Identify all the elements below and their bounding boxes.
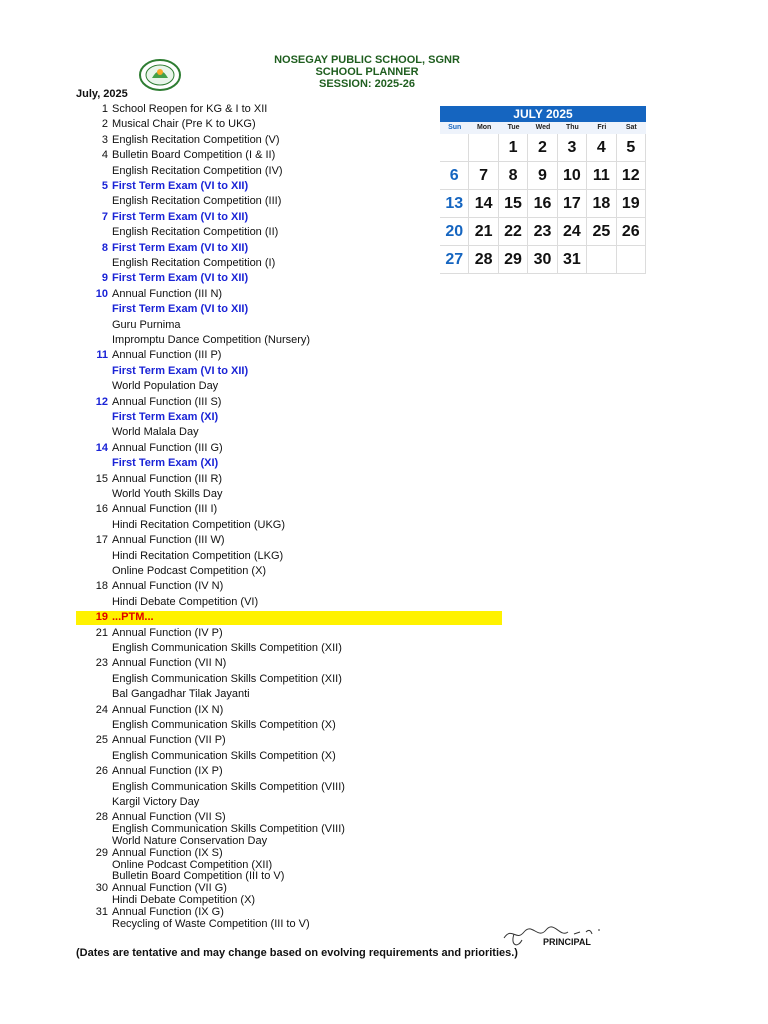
- calendar-day: [469, 134, 498, 162]
- event-text: English Communication Skills Competition (XII): [112, 672, 342, 685]
- event-text: Hindi Recitation Competition (UKG): [112, 518, 286, 531]
- event-text: Annual Function (IX G): [112, 905, 224, 918]
- month-title: July, 2025: [76, 88, 128, 100]
- event-day: 11: [96, 349, 108, 362]
- event-row: [0, 149, 500, 162]
- event-day: 31: [95, 905, 108, 918]
- calendar-day: 12: [617, 162, 646, 190]
- event-text: English Recitation Competition (IV): [112, 164, 283, 177]
- event-text: Annual Function (VII G): [112, 882, 227, 895]
- event-row: [0, 257, 500, 270]
- weekday-label: Mon: [476, 124, 492, 131]
- calendar-day: 11: [587, 162, 616, 190]
- event-text: ...PTM...: [112, 611, 154, 624]
- calendar-day: 30: [528, 246, 557, 274]
- calendar-day: 22: [499, 218, 528, 246]
- event-text: English Recitation Competition (III): [112, 195, 282, 208]
- calendar-day: 27: [440, 246, 469, 274]
- event-row: [0, 488, 500, 501]
- event-row: [0, 627, 500, 640]
- calendar-day: 10: [558, 162, 587, 190]
- event-row: [0, 349, 500, 362]
- event-text: Bulletin Board Competition (III to V): [112, 870, 285, 883]
- event-day: 1: [101, 103, 108, 115]
- calendar-day: 29: [499, 246, 528, 274]
- weekday-label: Fri: [597, 124, 607, 131]
- event-row: [0, 503, 500, 516]
- calendar-day: 9: [528, 162, 557, 190]
- event-text: Online Podcast Competition (XII): [112, 858, 273, 871]
- event-row: [0, 226, 500, 239]
- event-row: [0, 719, 500, 732]
- event-row: [0, 180, 500, 193]
- event-row: [0, 534, 500, 547]
- event-text: World Malala Day: [112, 426, 199, 439]
- event-text: First Term Exam (XI): [112, 411, 219, 423]
- calendar-day: 1: [499, 134, 528, 162]
- event-row: [0, 457, 500, 470]
- school-name: NOSEGAY PUBLIC SCHOOL, SGNR: [274, 54, 460, 66]
- calendar-grid: [440, 134, 646, 274]
- event-text: First Term Exam (VI to XII): [112, 241, 249, 254]
- event-day: 15: [95, 472, 108, 485]
- event-row: [0, 704, 500, 717]
- event-row: [0, 781, 500, 794]
- event-text: English Communication Skills Competition (X): [112, 749, 336, 762]
- calendar-day: 15: [499, 190, 528, 218]
- weekday-label: Thu: [566, 124, 579, 131]
- calendar-title: JULY 2025: [440, 106, 646, 122]
- calendar-day: 5: [617, 134, 646, 162]
- event-text: First Term Exam (VI to XII): [112, 303, 249, 316]
- event-row: [0, 380, 500, 393]
- event-day: 23: [95, 657, 108, 670]
- event-text: Hindi Debate Competition (X): [112, 894, 256, 906]
- event-row: [0, 596, 500, 609]
- event-text: English Recitation Competition (II): [112, 226, 279, 239]
- event-text: World Nature Conservation Day: [112, 835, 268, 847]
- calendar-weekdays: [440, 122, 646, 134]
- event-row: [0, 242, 500, 255]
- event-row: [76, 611, 502, 625]
- calendar-day: 3: [558, 134, 587, 162]
- school-logo: [138, 58, 182, 92]
- event-text: Guru Purnima: [112, 318, 181, 331]
- event-text: First Term Exam (XI): [112, 457, 219, 470]
- event-day: 19: [95, 611, 108, 624]
- calendar-day: 20: [440, 218, 469, 246]
- event-text: Hindi Debate Competition (VI): [112, 595, 259, 608]
- event-day: 2: [101, 118, 108, 131]
- event-text: First Term Exam (VI to XII): [112, 210, 249, 223]
- event-row: [0, 165, 500, 178]
- event-text: Annual Function (III R): [112, 472, 223, 485]
- event-text: Kargil Victory Day: [112, 796, 200, 808]
- event-row: [0, 426, 500, 439]
- calendar-day: 28: [469, 246, 498, 274]
- event-row: [0, 642, 500, 655]
- calendar-day: 17: [558, 190, 587, 218]
- event-row: [0, 673, 500, 686]
- principal-label: PRINCIPAL: [543, 937, 591, 947]
- event-row: [0, 519, 500, 532]
- event-row: [0, 765, 500, 778]
- event-row: [0, 796, 500, 809]
- event-text: English Recitation Competition (I): [112, 257, 276, 269]
- event-row: [0, 580, 500, 593]
- weekday-label: Sat: [625, 124, 637, 131]
- event-row: [0, 195, 500, 208]
- event-text: Musical Chair (Pre K to UKG): [112, 118, 256, 131]
- event-row: [0, 365, 500, 378]
- event-row: [0, 334, 500, 347]
- calendar-day: 18: [587, 190, 616, 218]
- event-text: World Population Day: [112, 380, 219, 393]
- event-day: 12: [95, 395, 108, 408]
- event-text: World Youth Skills Day: [112, 488, 223, 500]
- event-day: 29: [95, 846, 108, 859]
- event-row: [0, 396, 500, 409]
- event-text: Recycling of Waste Competition (III to V): [112, 917, 310, 930]
- calendar-day: [440, 134, 469, 162]
- event-day: 3: [101, 133, 108, 146]
- event-day: 10: [95, 287, 108, 300]
- event-text: Annual Function (VII S): [112, 811, 226, 824]
- event-text: Annual Function (IX P): [112, 765, 223, 778]
- event-row: [0, 272, 500, 285]
- event-text: Annual Function (III P): [112, 349, 222, 362]
- event-day: 28: [95, 811, 108, 824]
- event-text: English Communication Skills Competition (X): [112, 719, 336, 731]
- event-row: [0, 442, 500, 455]
- event-text: English Communication Skills Competition (VIII): [112, 823, 345, 836]
- event-day: 21: [95, 626, 108, 639]
- event-text: Annual Function (III W): [112, 534, 225, 547]
- calendar-day: 7: [469, 162, 498, 190]
- event-text: Annual Function (IX S): [112, 846, 223, 859]
- event-day: 26: [95, 765, 108, 778]
- calendar-day: 13: [440, 190, 469, 218]
- event-day: 4: [101, 149, 108, 162]
- month-calendar: [440, 106, 646, 274]
- event-text: English Communication Skills Competition (XII): [112, 642, 342, 654]
- event-text: Annual Function (III I): [112, 503, 218, 516]
- event-day: 24: [95, 703, 108, 716]
- event-text: Annual Function (III G): [112, 441, 223, 454]
- event-row: [0, 734, 500, 747]
- calendar-day: 4: [587, 134, 616, 162]
- event-row: [0, 288, 500, 301]
- event-row: [0, 657, 500, 670]
- event-text: Annual Function (VII N): [112, 657, 227, 670]
- event-text: Bal Gangadhar Tilak Jayanti: [112, 688, 250, 701]
- event-row: [0, 750, 500, 763]
- calendar-day: [587, 246, 616, 274]
- event-day: 8: [101, 241, 108, 254]
- event-row: [0, 118, 500, 131]
- calendar-day: 14: [469, 190, 498, 218]
- event-text: First Term Exam (VI to XII): [112, 180, 249, 192]
- event-row: [0, 473, 500, 486]
- event-row: [0, 319, 500, 332]
- event-row: [0, 565, 500, 578]
- event-text: Annual Function (IX N): [112, 703, 224, 716]
- session-label: SESSION: 2025-26: [319, 78, 415, 90]
- calendar-day: 6: [440, 162, 469, 190]
- event-text: Annual Function (III N): [112, 287, 223, 300]
- event-text: English Communication Skills Competition (VIII): [112, 780, 345, 793]
- event-text: Annual Function (III S): [112, 395, 222, 408]
- event-text: English Recitation Competition (V): [112, 133, 280, 146]
- event-row: [0, 103, 500, 116]
- event-row: [0, 550, 500, 563]
- event-day: 16: [95, 503, 108, 516]
- event-day: 14: [95, 441, 108, 454]
- event-day: 17: [95, 534, 108, 547]
- event-row: [0, 134, 500, 147]
- event-row: [0, 303, 500, 316]
- event-day: 9: [101, 272, 108, 285]
- calendar-day: 23: [528, 218, 557, 246]
- event-row: [0, 211, 500, 224]
- event-text: Hindi Recitation Competition (LKG): [112, 549, 284, 562]
- event-row: [0, 918, 500, 931]
- event-text: School Reopen for KG & I to XII: [112, 103, 268, 115]
- calendar-day: 8: [499, 162, 528, 190]
- event-day: 30: [95, 882, 108, 895]
- event-text: Bulletin Board Competition (I & II): [112, 149, 276, 162]
- event-text: Annual Function (VII P): [112, 734, 226, 747]
- event-text: Impromptu Dance Competition (Nursery): [112, 334, 311, 346]
- event-day: 18: [95, 580, 108, 593]
- disclaimer-note: (Dates are tentative and may change based on evolving requirements and priorities.): [76, 947, 518, 959]
- calendar-day: 19: [617, 190, 646, 218]
- planner-title: SCHOOL PLANNER: [315, 66, 419, 78]
- school-header: [0, 54, 734, 90]
- event-text: Annual Function (IV N): [112, 580, 224, 593]
- event-text: Online Podcast Competition (X): [112, 565, 267, 577]
- calendar-day: 24: [558, 218, 587, 246]
- calendar-day: 25: [587, 218, 616, 246]
- event-day: 25: [95, 734, 108, 747]
- calendar-day: 26: [617, 218, 646, 246]
- event-day: 5: [101, 180, 108, 192]
- weekday-label: Sun: [448, 124, 462, 131]
- event-row: [0, 411, 500, 424]
- weekday-label: Wed: [535, 124, 551, 131]
- event-text: Annual Function (IV P): [112, 626, 223, 639]
- event-text: First Term Exam (VI to XII): [112, 272, 249, 285]
- event-text: First Term Exam (VI to XII): [112, 364, 249, 377]
- weekday-label: Tue: [507, 124, 520, 131]
- calendar-day: 2: [528, 134, 557, 162]
- calendar-day: 21: [469, 218, 498, 246]
- event-row: [0, 688, 500, 701]
- calendar-day: 16: [528, 190, 557, 218]
- calendar-day: 31: [558, 246, 587, 274]
- calendar-day: [617, 246, 646, 274]
- event-day: 7: [101, 210, 108, 223]
